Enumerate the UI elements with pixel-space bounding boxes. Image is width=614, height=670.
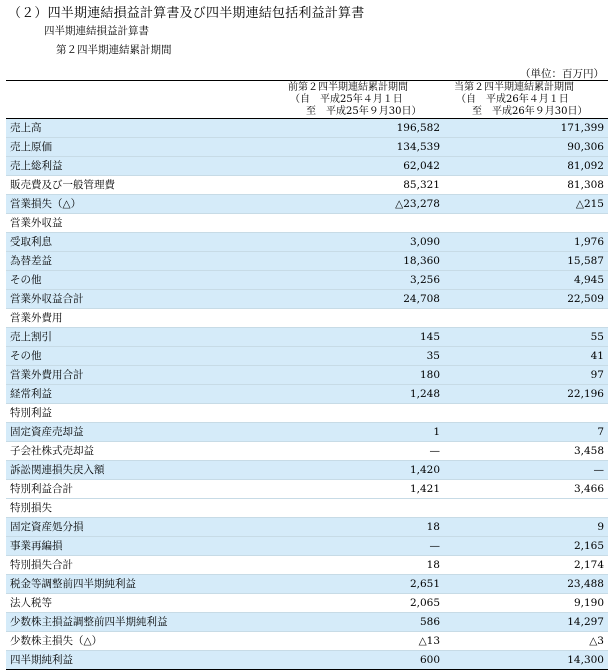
header-label-cell	[6, 81, 280, 119]
current-period-value: 171,399	[444, 119, 608, 138]
current-period-value	[444, 309, 608, 328]
row-label: 特別利益合計	[6, 480, 280, 499]
current-period-value: 15,587	[444, 252, 608, 271]
current-period-value: 3,466	[444, 480, 608, 499]
row-label: 固定資産売却益	[6, 423, 280, 442]
table-row	[6, 138, 608, 157]
prev-period-value: —	[280, 537, 444, 556]
row-label: 売上総利益	[6, 157, 280, 176]
table-row	[6, 309, 608, 328]
prev-period-value: 35	[280, 347, 444, 366]
table-row	[6, 233, 608, 252]
row-label: 売上割引	[6, 328, 280, 347]
row-label: 営業外収益合計	[6, 290, 280, 309]
table-row	[6, 632, 608, 651]
prev-period-value	[280, 214, 444, 233]
current-period-value: 81,308	[444, 176, 608, 195]
table-row	[6, 290, 608, 309]
current-period-value: 41	[444, 347, 608, 366]
column-header-curr-line1: 当第２四半期連結累計期間	[454, 81, 574, 93]
current-period-value: 22,196	[444, 385, 608, 404]
current-period-value: 3,458	[444, 442, 608, 461]
prev-period-value: 85,321	[280, 176, 444, 195]
current-period-value: 90,306	[444, 138, 608, 157]
row-label: 営業外費用合計	[6, 366, 280, 385]
row-label: 経常利益	[6, 385, 280, 404]
table-row	[6, 157, 608, 176]
table-row	[6, 252, 608, 271]
table-row	[6, 271, 608, 290]
current-period-value: △3	[444, 632, 608, 651]
row-label: 売上原価	[6, 138, 280, 157]
row-label: 税金等調整前四半期純利益	[6, 575, 280, 594]
row-label: 固定資産処分損	[6, 518, 280, 537]
current-period-value: 23,488	[444, 575, 608, 594]
column-header-curr	[444, 81, 608, 119]
prev-period-value	[280, 309, 444, 328]
income-statement-table	[6, 80, 608, 670]
table-row	[6, 423, 608, 442]
current-period-value	[444, 214, 608, 233]
row-label: 訴訟関連損失戻入額	[6, 461, 280, 480]
prev-period-value: 180	[280, 366, 444, 385]
prev-period-value	[280, 404, 444, 423]
current-period-value: 7	[444, 423, 608, 442]
prev-period-value: 3,090	[280, 233, 444, 252]
row-label: 少数株主損失（△）	[6, 632, 280, 651]
row-label: 営業外収益	[6, 214, 280, 233]
current-period-value: 14,297	[444, 613, 608, 632]
table-row	[6, 366, 608, 385]
prev-period-value: 2,065	[280, 594, 444, 613]
current-period-value: 2,174	[444, 556, 608, 575]
table-row	[6, 195, 608, 214]
row-label: 特別利益	[6, 404, 280, 423]
row-label: 販売費及び一般管理費	[6, 176, 280, 195]
current-period-value: △215	[444, 195, 608, 214]
table-row	[6, 385, 608, 404]
table-row	[6, 461, 608, 480]
current-period-value: 4,945	[444, 271, 608, 290]
row-label: 受取利息	[6, 233, 280, 252]
table-row	[6, 176, 608, 195]
current-period-value: 9,190	[444, 594, 608, 613]
row-label: 子会社株式売却益	[6, 442, 280, 461]
current-period-value: 2,165	[444, 537, 608, 556]
prev-period-value: 586	[280, 613, 444, 632]
row-label: 少数株主損益調整前四半期純利益	[6, 613, 280, 632]
current-period-value	[444, 404, 608, 423]
document-title: （２）四半期連結損益計算書及び四半期連結包括利益計算書	[8, 6, 365, 21]
prev-period-value: 3,256	[280, 271, 444, 290]
row-label: 売上高	[6, 119, 280, 138]
prev-period-value: △23,278	[280, 195, 444, 214]
prev-period-value: 18,360	[280, 252, 444, 271]
row-label: 四半期純利益	[6, 651, 280, 670]
current-period-value	[444, 499, 608, 518]
row-label: 事業再編損	[6, 537, 280, 556]
row-label: 特別損失合計	[6, 556, 280, 575]
table-row	[6, 613, 608, 632]
row-label: その他	[6, 271, 280, 290]
table-row	[6, 518, 608, 537]
current-period-value: 97	[444, 366, 608, 385]
table-header-row	[6, 81, 608, 119]
column-header-prev	[280, 81, 444, 119]
prev-period-value: —	[280, 442, 444, 461]
prev-period-value	[280, 499, 444, 518]
table-row	[6, 119, 608, 138]
prev-period-value: 1,421	[280, 480, 444, 499]
row-label: その他	[6, 347, 280, 366]
current-period-value: —	[444, 461, 608, 480]
prev-period-value: 1	[280, 423, 444, 442]
prev-period-value: 145	[280, 328, 444, 347]
current-period-value: 1,976	[444, 233, 608, 252]
prev-period-value: 1,420	[280, 461, 444, 480]
table-row	[6, 537, 608, 556]
current-period-value: 81,092	[444, 157, 608, 176]
current-period-value: 9	[444, 518, 608, 537]
column-header-curr-line3: 至 平成26年９月30日）	[472, 105, 588, 117]
prev-period-value: 24,708	[280, 290, 444, 309]
unit-label: （単位：百万円）	[520, 68, 604, 80]
table-row	[6, 404, 608, 423]
prev-period-value: 600	[280, 651, 444, 670]
prev-period-value: 18	[280, 518, 444, 537]
prev-period-value: 134,539	[280, 138, 444, 157]
column-header-curr-line2: （自 平成26年４月１日	[456, 93, 569, 105]
table-row	[6, 651, 608, 670]
table-row	[6, 575, 608, 594]
current-period-value: 14,300	[444, 651, 608, 670]
column-header-prev-line1: 前第２四半期連結累計期間	[288, 81, 408, 93]
row-label: 為替差益	[6, 252, 280, 271]
row-label: 営業外費用	[6, 309, 280, 328]
prev-period-value: 196,582	[280, 119, 444, 138]
current-period-value: 22,509	[444, 290, 608, 309]
table-row	[6, 556, 608, 575]
table-row	[6, 347, 608, 366]
table-row	[6, 480, 608, 499]
prev-period-value: 62,042	[280, 157, 444, 176]
row-label: 特別損失	[6, 499, 280, 518]
table-row	[6, 442, 608, 461]
column-header-prev-line2: （自 平成25年４月１日	[290, 93, 403, 105]
table-row	[6, 499, 608, 518]
current-period-value: 55	[444, 328, 608, 347]
prev-period-value: △13	[280, 632, 444, 651]
prev-period-value: 1,248	[280, 385, 444, 404]
statement-subtitle: 四半期連結損益計算書	[44, 25, 149, 37]
table-row	[6, 328, 608, 347]
table-row	[6, 214, 608, 233]
row-label: 法人税等	[6, 594, 280, 613]
period-label: 第２四半期連結累計期間	[56, 44, 172, 56]
table-row	[6, 594, 608, 613]
prev-period-value: 2,651	[280, 575, 444, 594]
column-header-prev-line3: 至 平成25年９月30日）	[306, 105, 422, 117]
prev-period-value: 18	[280, 556, 444, 575]
row-label: 営業損失（△）	[6, 195, 280, 214]
